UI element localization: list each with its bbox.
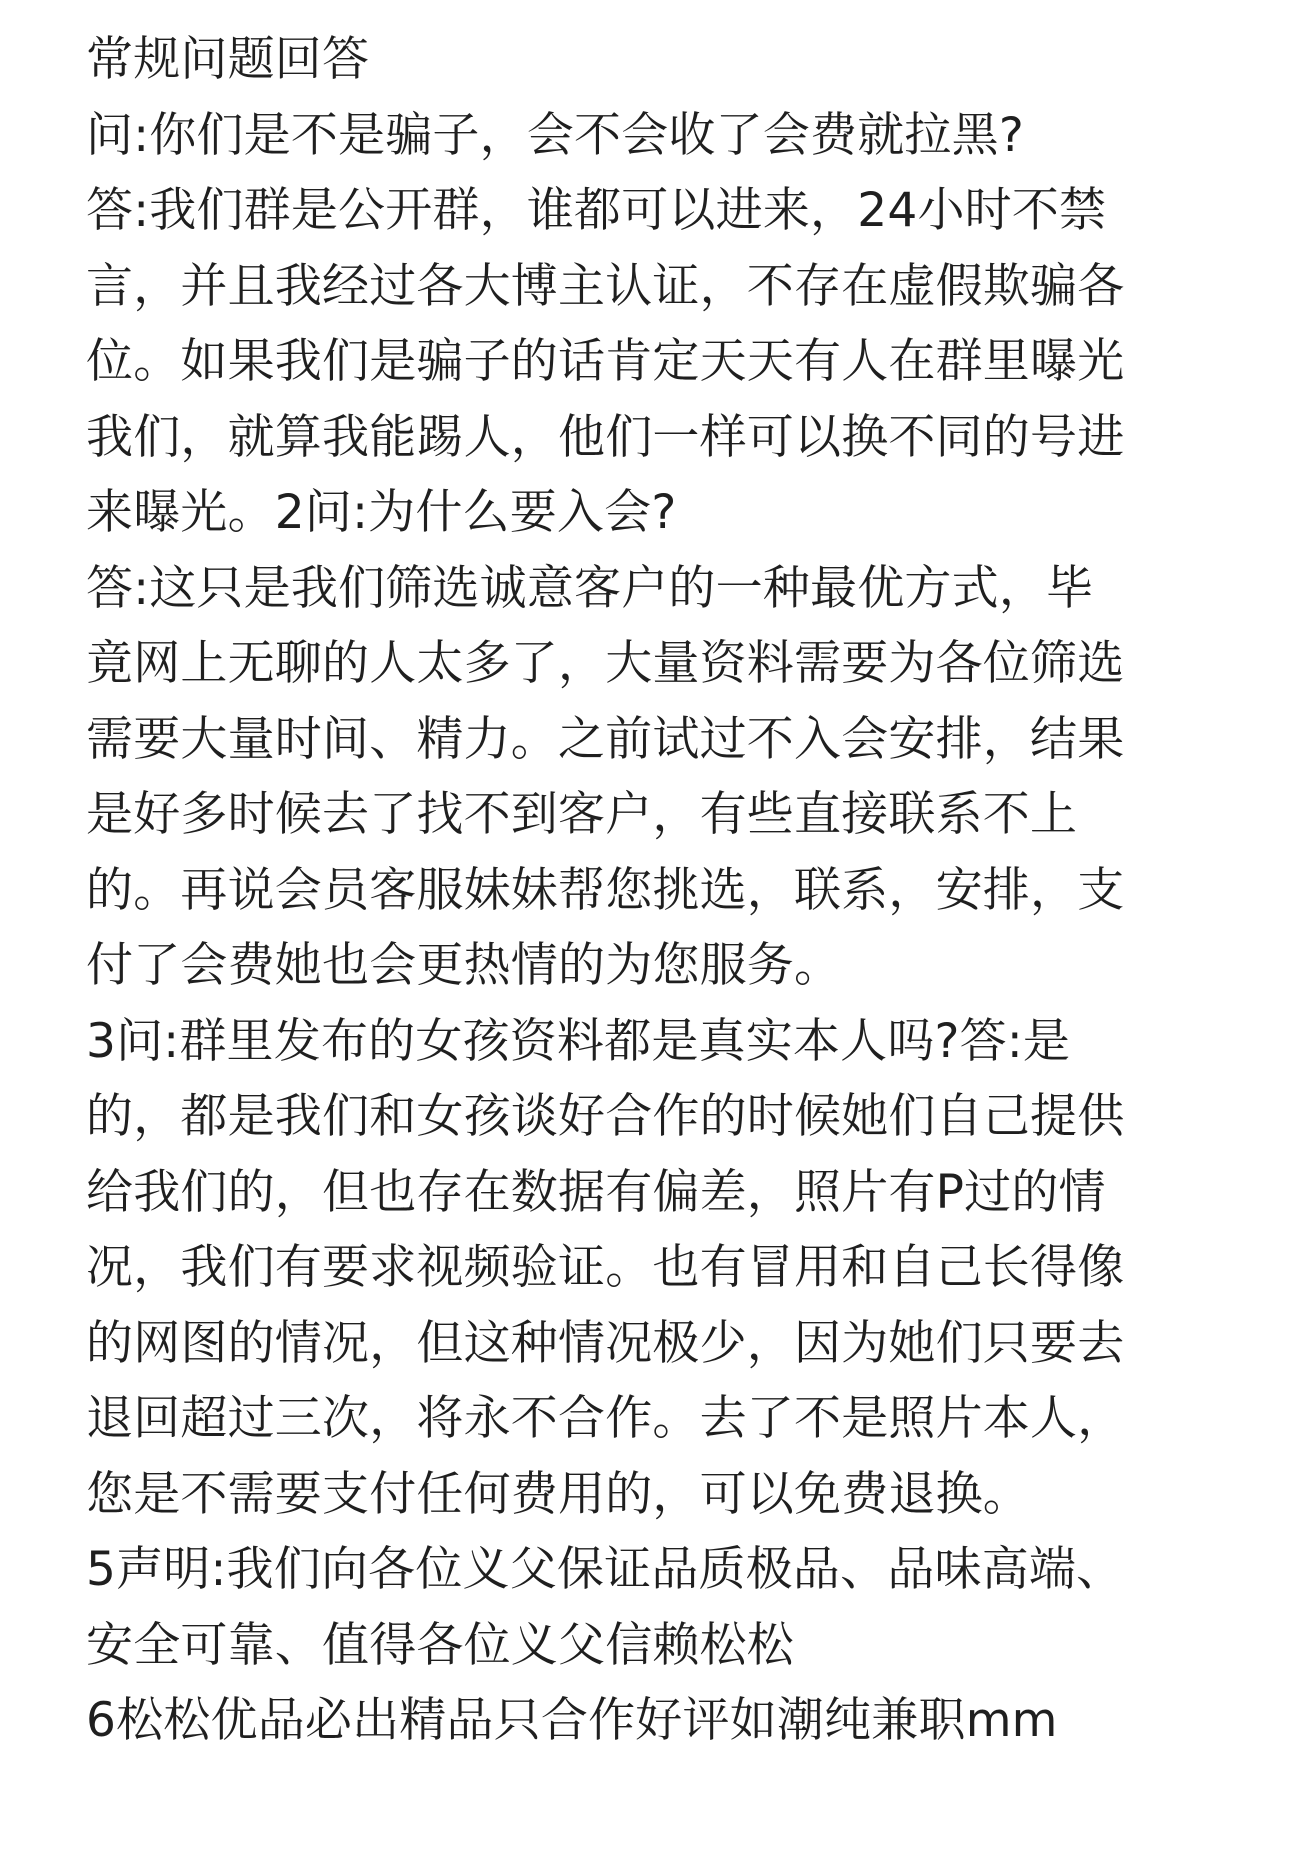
text-line: 竟网上无聊的人太多了，大量资料需要为各位筛选 [86,636,1125,691]
text-line: 您是不需要支付任何费用的，可以免费退换。 [86,1466,1030,1522]
text-line: 来曝光。2问:为什么要入会? [86,485,677,540]
document-body [86,22,1210,1759]
text-line: 况，我们有要求视频验证。也有冒用和自己长得像 [86,1240,1125,1295]
text-line: 问:你们是不是骗子，会不会收了会费就拉黑? [86,107,1024,163]
text-line: 需要大量时间、精力。之前试过不入会安排，结果 [86,711,1125,767]
text-line: 位。如果我们是骗子的话肯定天天有人在群里曝光 [86,334,1125,389]
text-line: 给我们的，但也存在数据有偏差，照片有P过的情 [86,1164,1106,1220]
text-line: 5声明:我们向各位义父保证品质极品、品味高端、 [86,1542,1124,1597]
text-line: 是好多时候去了找不到客户，有些直接联系不上 [86,787,1078,842]
text-line: 的。再说会员客服妹妹帮您挑选，联系，安排，支 [86,862,1125,918]
text-line: 退回超过三次，将永不合作。去了不是照片本人， [86,1391,1125,1446]
text-line: 常规问题回答 [86,32,370,87]
text-line: 付了会费她也会更热情的为您服务。 [86,938,842,993]
text-line: 我们，就算我能踢人，他们一样可以换不同的号进 [86,409,1125,465]
text-line: 言，并且我经过各大博主认证，不存在虚假欺骗各 [86,258,1125,314]
text-line: 的，都是我们和女孩谈好合作的时候她们自己提供 [86,1089,1125,1144]
text-line: 6松松优品必出精品只合作好评如潮纯兼职mm [86,1693,1058,1748]
text-line: 答:这只是我们筛选诚意客户的一种最优方式，毕 [86,560,1094,616]
text-line: 答:我们群是公开群，谁都可以进来，24小时不禁 [86,183,1107,238]
text-line: 的网图的情况，但这种情况极少，因为她们只要去 [86,1315,1125,1371]
text-line: 安全可靠、值得各位义父信赖松松 [86,1617,794,1673]
text-line: 3问:群里发布的女孩资料都是真实本人吗?答:是 [86,1013,1071,1069]
